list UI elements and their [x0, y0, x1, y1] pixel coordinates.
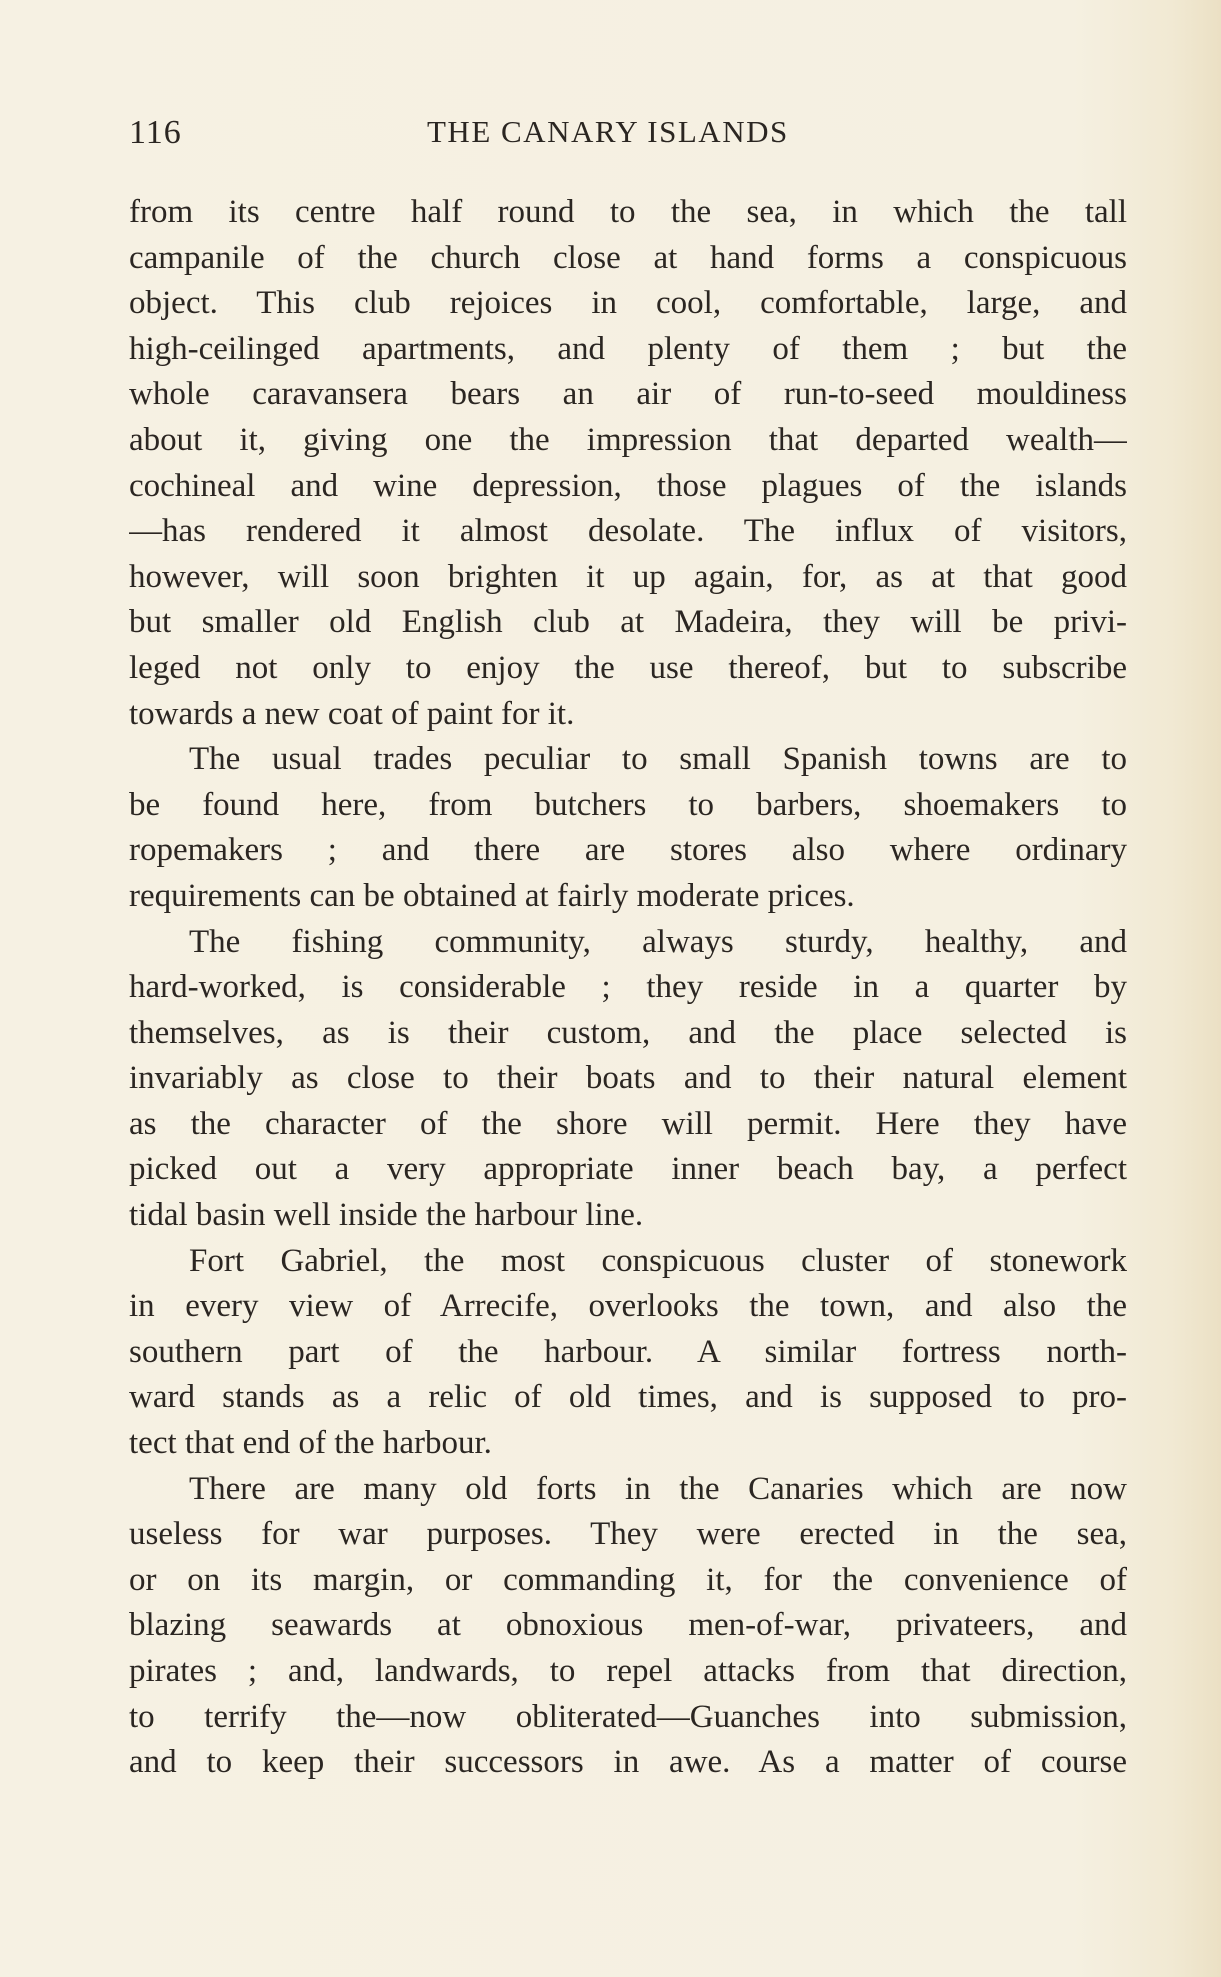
text-line: useless for war purposes. They were erected in the sea, — [129, 1516, 1127, 1553]
text-line: hard-worked, is considerable ; they reside in a quarter by — [129, 969, 1127, 1006]
text-line: picked out a very appropriate inner beach bay, a perfect — [129, 1151, 1127, 1188]
text-line: to terrify the—now obliterated—Guanches into submission, — [129, 1698, 1127, 1735]
text-line: campanile of the church close at hand forms a conspicuous — [129, 239, 1127, 276]
paragraph — [129, 1239, 1127, 1467]
text-line: requirements can be obtained at fairly moderate prices. — [129, 877, 855, 914]
text-line: high-ceilinged apartments, and plenty of them ; but the — [129, 330, 1127, 367]
text-line: object. This club rejoices in cool, comfortable, large, and — [129, 285, 1127, 322]
text-line: about it, giving one the impression that departed wealth— — [129, 421, 1127, 458]
text-line: towards a new coat of paint for it. — [129, 695, 575, 732]
text-line: invariably as close to their boats and to their natural element — [129, 1060, 1127, 1097]
body-text — [129, 190, 1127, 1786]
text-line: The usual trades peculiar to small Spanish towns are to — [189, 741, 1127, 778]
paragraph — [129, 920, 1127, 1239]
text-line: There are many old forts in the Canaries which are now — [189, 1470, 1127, 1507]
text-line: blazing seawards at obnoxious men-of-war, privateers, and — [129, 1607, 1127, 1644]
text-line: southern part of the harbour. A similar fortress north- — [129, 1333, 1127, 1370]
text-line: tidal basin well inside the harbour line. — [129, 1197, 644, 1234]
running-title: THE CANARY ISLANDS — [427, 114, 789, 149]
text-line: cochineal and wine depression, those plagues of the islands — [129, 467, 1127, 504]
text-line: from its centre half round to the sea, in which the tall — [129, 194, 1127, 230]
text-line: tect that end of the harbour. — [129, 1425, 492, 1462]
text-line: and to keep their successors in awe. As a matter of course — [129, 1744, 1127, 1781]
text-line: The fishing community, always sturdy, healthy, and — [189, 923, 1127, 960]
text-line: whole caravansera bears an air of run-to-seed mouldiness — [129, 376, 1127, 413]
running-head — [129, 114, 1127, 164]
text-line: or on its margin, or commanding it, for the convenience of — [129, 1561, 1127, 1598]
paragraph — [129, 737, 1127, 919]
text-line: as the character of the shore will permit. Here they have — [129, 1105, 1127, 1142]
text-line: however, will soon brighten it up again, for, as at that good — [129, 558, 1127, 595]
page-number: 116 — [129, 114, 182, 151]
text-line: be found here, from butchers to barbers, shoemakers to — [129, 786, 1127, 823]
text-line: themselves, as is their custom, and the place selected is — [129, 1014, 1127, 1051]
text-line: leged not only to enjoy the use thereof, but to subscribe — [129, 649, 1127, 686]
text-line: ward stands as a relic of old times, and is supposed to pro- — [129, 1379, 1127, 1416]
text-line: ropemakers ; and there are stores also where ordinary — [129, 832, 1127, 869]
text-line: —has rendered it almost desolate. The influx of visitors, — [129, 513, 1127, 550]
text-line: Fort Gabriel, the most conspicuous cluster of stonework — [189, 1242, 1127, 1279]
text-line: in every view of Arrecife, overlooks the town, and also the — [129, 1288, 1127, 1325]
text-line: but smaller old English club at Madeira, they will be privi- — [129, 604, 1127, 641]
paragraph — [129, 190, 1127, 737]
text-line: pirates ; and, landwards, to repel attacks from that direction, — [129, 1653, 1127, 1689]
paragraph — [129, 1467, 1127, 1786]
